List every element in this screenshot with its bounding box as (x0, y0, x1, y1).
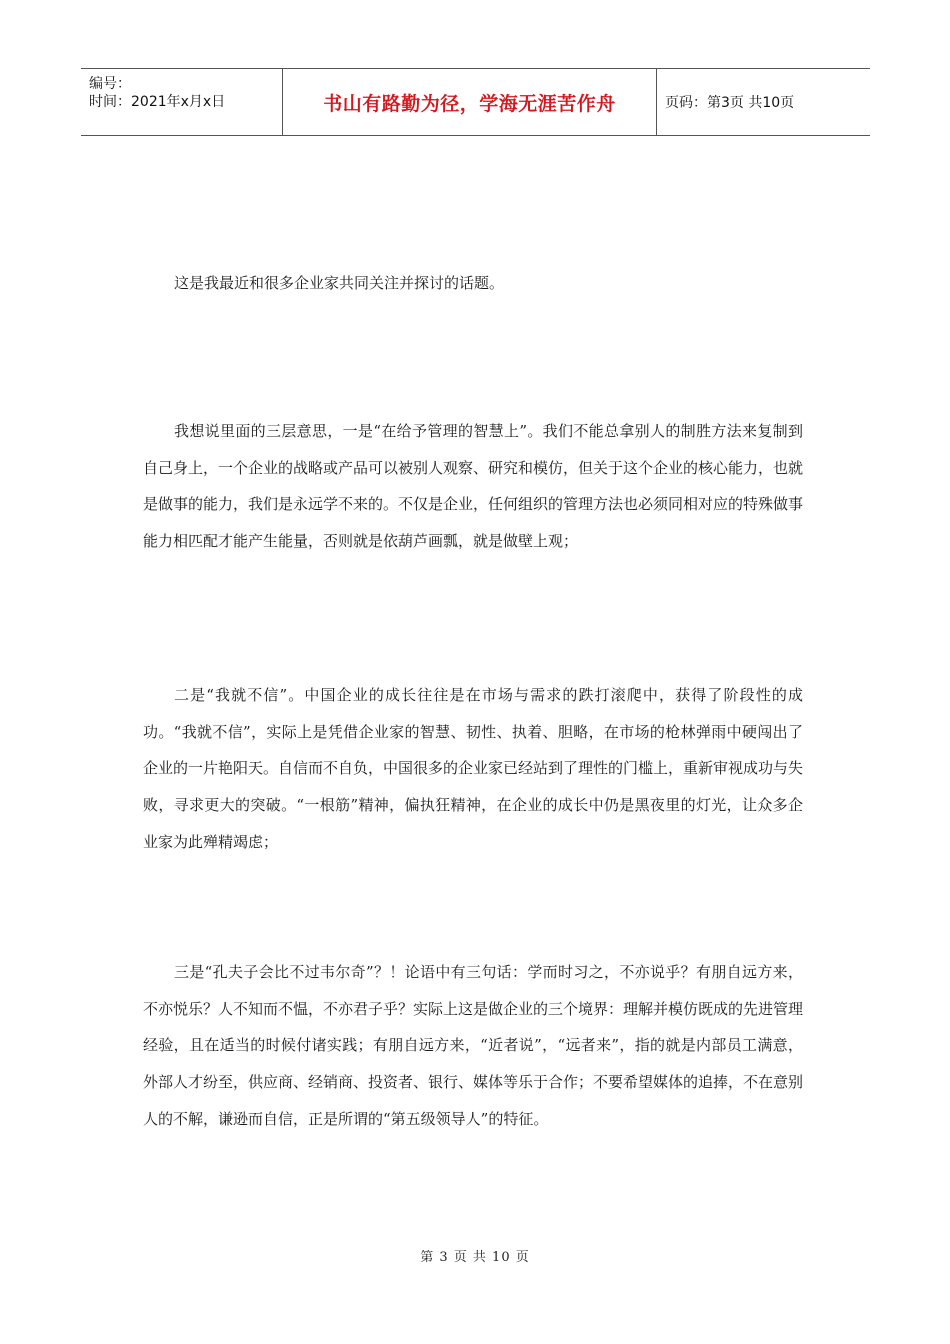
body-paragraph-2: 我想说里面的三层意思，一是“在给予管理的智慧上”。我们不能总拿别人的制胜方法来复制到自己身上，一个企业的战略或产品可以被别人观察、研究和模仿，但关于这个企业的核心能力，也就是做事的能力，我们是永远学不来的。不仅是企业，任何组织的管理方法也必须同相对应的特殊做事能力相匹配才能产生能量，否则就是依葫芦画瓢，就是做壁上观； (143, 422, 804, 551)
header-meta-cell (81, 69, 282, 135)
document-number-label: 编号： (89, 76, 131, 92)
page-footer: 第 3 页 共 10 页 (420, 1250, 530, 1265)
body-paragraph-3: 二是“我就不信”。中国企业的成长往往是在市场与需求的跌打滚爬中，获得了阶段性的成功。“我就不信”，实际上是凭借企业家的智慧、韧性、执着、胆略，在市场的枪林弹雨中硬闯出了企业的一片艳阳天。自信而不自负，中国很多的企业家已经站到了理性的门槛上，重新审视成功与失败，寻求更大的突破。“一根筋”精神，偏执狂精神，在企业的成长中仍是黑夜里的灯光，让众多企业家为此殚精竭虑； (143, 686, 804, 851)
body-paragraph-4: 三是“孔夫子会比不过韦尔奇”？！论语中有三句话：学而时习之，不亦说乎？有朋自远方来，不亦悦乐？人不知而不愠，不亦君子乎？实际上这是做企业的三个境界：理解并模仿既成的先进管理经验，且在适当的时候付诸实践；有朋自远方来，“近者说”，“远者来”，指的就是内部员工满意，外部人才纷至，供应商、经销商、投资者、银行、媒体等乐于合作；不要希望媒体的追捧，不在意别人的不解，谦逊而自信，正是所谓的“第五级领导人”的特征。 (143, 963, 804, 1128)
header-page-info: 页码：第3页 共10页 (665, 95, 795, 111)
body-paragraph-1: 这是我最近和很多企业家共同关注并探讨的话题。 (174, 274, 505, 292)
document-header (81, 68, 870, 136)
document-date-label: 时间：2021年x月x日 (89, 94, 226, 110)
header-motto: 书山有路勤为径，学海无涯苦作舟 (323, 92, 616, 115)
